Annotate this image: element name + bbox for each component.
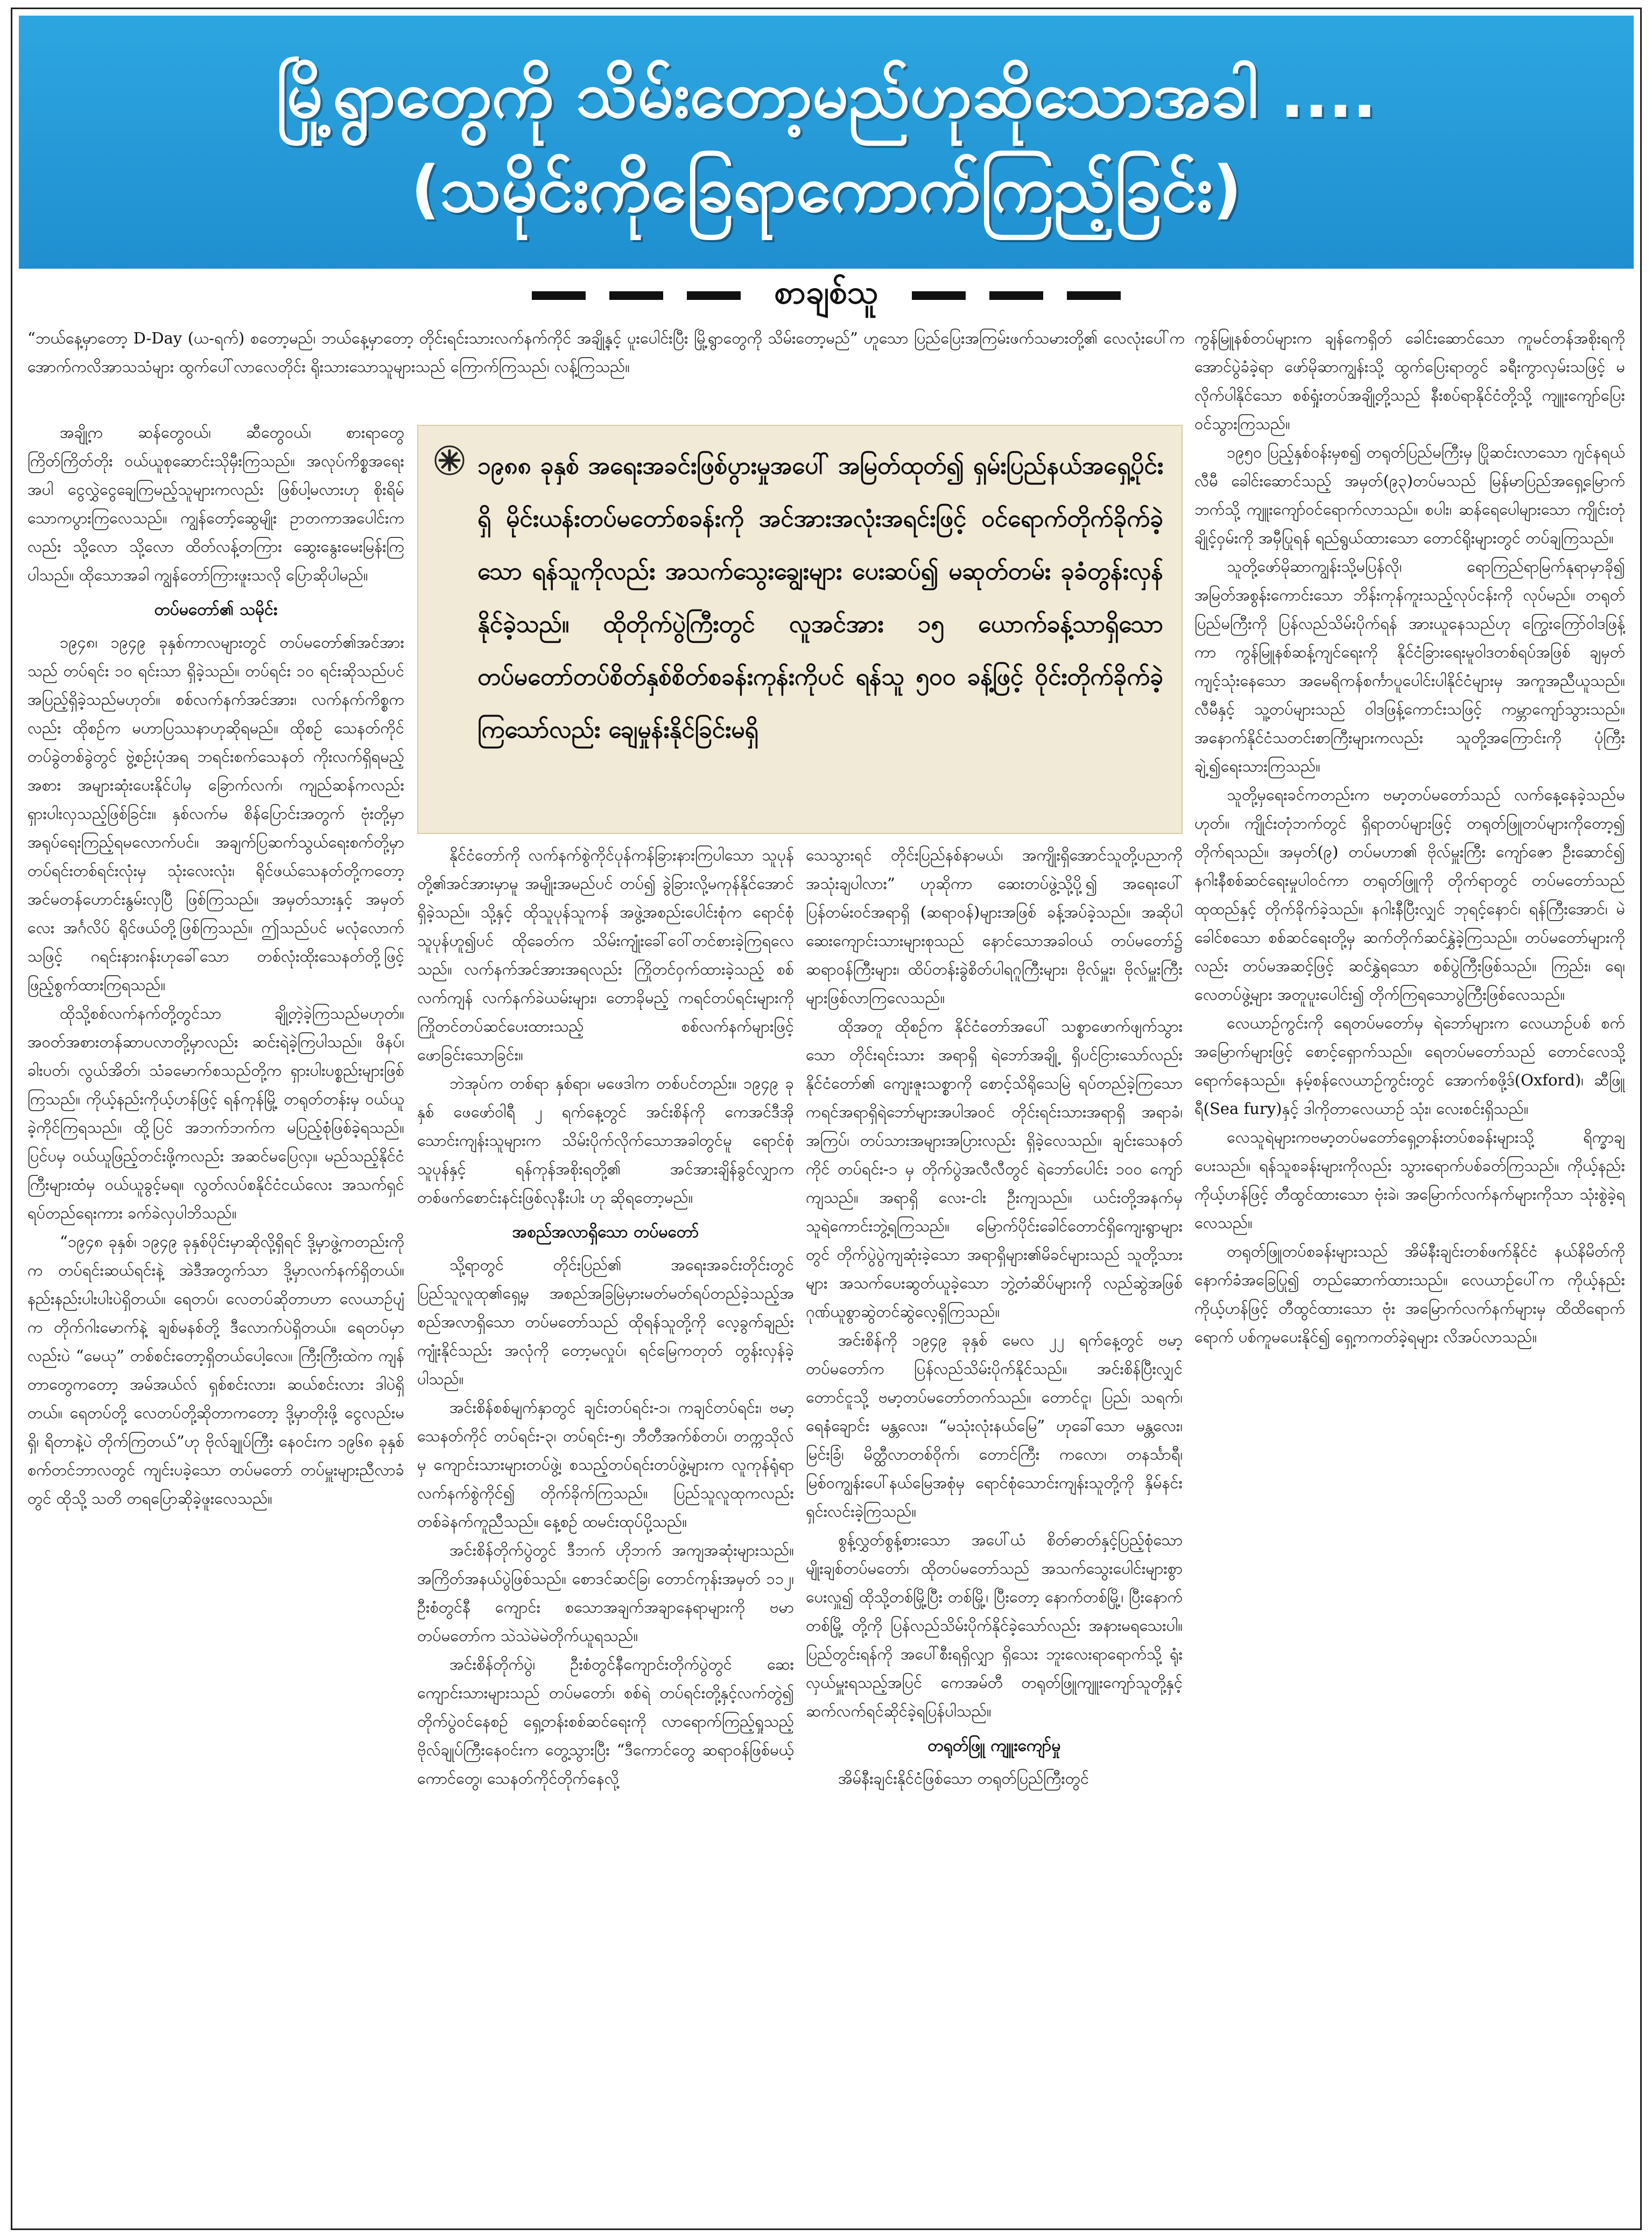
section-heading: တရုတ်ဖြူ ကျူးကျော်မှု (927, 1736, 1061, 1755)
paragraph: အင်းစိန်စစ်မျက်နှာတွင် ချင်းတပ်ရင်း-၁၊ ကချင်တပ်ရင်း၊ ဗမာ့သေနတ်ကိုင် တပ်ရင်း-၃၊ တပ်ရင်း-၅၊ ဘီတီအက်စ်တပ်၊ တက္ကသိုလ်မှ ကျောင်းသားများတပ်ဖွဲ့၊ စသည့်တပ်ရင်းတပ်ဖွဲ့များက လူကုန်ရုံရာ လက်နက်စွဲကိုင်၍ တိုက်ခိုက်ကြသည်။ ပြည်သူလူထုကလည်း တစ်ခဲနက်ကူညီသည်။ နေ့စဉ် ထမင်းထုပ်ပို့သည်။ (417, 1398, 794, 1531)
pull-quote-text: ၁၉၈၈ ခုနှစ် အရေးအခင်းဖြစ်ပွားမှုအပေါ် အမြတ်ထုတ်၍ ရှမ်းပြည်နယ်အရှေ့ပိုင်းရှိ မိုင်းယန်းတပ်မတော်စခန်းကို အင်အားအလုံးအရင်းဖြင့် ဝင်ရောက်တိုက်ခိုက်ခဲ့သော ရန်သူကိုလည်း အသက်သွေးချွေးများ ပေးဆပ်၍ မဆုတ်တမ်း ခုခံတွန်းလှန်နိုင်ခဲ့သည်။ ထိုတိုက်ပွဲကြီးတွင် လူအင်အား ၁၅ ယောက်ခန့်သာရှိသော တပ်မတော်တပ်စိတ်နှစ်စိတ်စခန်းကုန်းကိုပင် ရန်သူ ၅၀၀ ခန့်ဖြင့် ဝိုင်းတိုက်ခိုက်ခဲ့ကြသော်လည်း ချေမှုန်းနိုင်ခြင်းမရှိ (477, 452, 1163, 744)
paragraph: သေသွားရင် တိုင်းပြည်နစ်နာမယ်၊ အကျိုးရှိအောင်သူတို့ပညာကိုအသုံးချပါလား” ဟုဆိုကာ ဆေးတပ်ဖွဲ့သို့ပို့၍ အရေးပေါ်ပြန်တမ်းဝင်အရာရှိ (ဆရာဝန်)များအဖြစ် ခန့်အပ်ခဲ့သည်။ အဆိုပါ ဆေးကျောင်းသားများစုသည် နောင်သောအခါဝယ် တပ်မတော်၌ ဆရာဝန်ကြီးများ၊ ထိပ်တန်းခွဲစိတ်ပါရဂူကြီးများ၊ ဗိုလ်မှူး၊ ဗိုလ်မှူးကြီးများဖြစ်လာကြလေသည်။ (806, 846, 1183, 1007)
byline (12, 274, 1640, 317)
paragraph: ကွန်မြူနစ်တပ်များက ချန်ကေရှိတ် ခေါင်းဆောင်သော ကူမင်တန်အစိုးရကို အောင်ပွဲခံခဲ့ရာ ဖော်မိုဆာကျွန်းသို့ ထွက်ပြေးရာတွင် ခရီးကွာလှမ်းသဖြင့် မလိုက်ပါနိုင်သော စစ်ရှုံးတပ်အချို့တို့သည် နီးစပ်ရာနိုင်ငံတို့သို့ ကျူးကျော်ပြေးဝင်သွားကြသည်။ (1194, 329, 1625, 433)
paragraph: တရုတ်ဖြူတပ်စခန်းများသည် အိမ်နီးချင်းတစ်ဖက်နိုင်ငံ နယ်နိမိတ်ကို နောက်ခံအခြေပြု၍ တည်ဆောက်ထားသည်။ လေယာဉ်ပေါ်က ကိုယ့်နည်းကိုယ့်ဟန်ဖြင့် တီထွင်ထားသော ဗုံး အမြောက်လက်နက်များမှ ထိထိရောက်ရောက် ပစ်ကူမပေးနိုင်၍ ရှေ့ကကတ်ခဲ့ရများ လိအပ်လာသည်။ (1194, 1242, 1625, 1346)
paragraph: သို့ရာတွင် တိုင်းပြည်၏ အရေးအခင်းတိုင်းတွင် ပြည်သူလူထု၏ရှေ့မှ အစည်အခြမြဲမှားမတ်မတ်ရပ်တည်ခဲ့သည့်အစည်အလာရှိသော တပ်မတော်သည် ထိုရန်သူတို့ကို လေ့ခွက်ချည်းကျုံးနိုင်သည်း အလုံကို တော့မလှုပ်၊ ရင်မြေကတုတ် တွန်းလှန်ခဲ့ပါသည်။ (417, 1256, 794, 1388)
paragraph: သူတို့မှရေးခင်ကတည်းက ဗမာ့တပ်မတော်သည် လက်နေ့နေခဲ့သည်မဟုတ်။ ကျိုင်းတုံဘက်တွင် ရှိရာတပ်များဖြင့် တရုတ်ဖြူတပ်များကိုတော့၍ တိုက်ရသည်။ အမှတ်(၉) တပ်မဟာ၏ ဗိုလ်မှူးကြီး ကျော်ဇော ဦးဆောင်၍ နဂါးနီစစ်ဆင်ရေးမှုပါဝင်ကာ တရုတ်ဖြူကို တိုက်ရာတွင် တပ်မတော်သည် ထုထည်နှင့် တိုက်ခိုက်ခဲ့သည်။ နဂါးနီပြီးလျှင် ဘုရင့်နောင်၊ ရန်ကြီးအောင်၊ မဲခေါင်စသော စစ်ဆင်ရေးတို့မှ ဆက်တိုက်ဆင်နွှဲခဲ့ကြသည်။ တပ်မတော်များကိုလည်း တပ်မအဆင့်ဖြင့် ဆင်နွှဲရသော စစ်ပွဲကြီးဖြစ်သည်။ ကြည်း၊ ရေ၊ လေတပ်ဖွဲ့များ အတူပူးပေါင်း၍ တိုက်ကြရသောပွဲကြီးဖြစ်လေသည်။ (1194, 786, 1625, 1004)
paragraph: နိုင်ငံတော်ကို လက်နက်စွဲကိုင်ပုန်ကန်ခြားနားကြပါသော သူပုန်တို့၏အင်အားမှာမူ အမျိုးအမည်ပင် တပ်၍ ခွဲခြားလို့မကုန်နိုင်အောင်ရှိခဲ့သည်။ သို့နှင့် ထိုသူပုန်သူကန် အဖွဲ့အစည်းပေါင်းစုံက ရောင်စုံသူပုန်ဟူ၍ပင် ထိုခေတ်က သိမ်းကျုံးခေါ်ဝေါ်တင်စားခဲ့ကြရလေသည်။ လက်နက်အင်အားအရလည်း ကြိုတင်ဝှက်ထားခဲ့သည့် စစ်လက်ကျန် လက်နက်ခဲယမ်းများ၊ တောခိုမည့် ကရင်တပ်ရင်းများကို ကြိုတင်တပ်ဆင်ပေးထားသည့် စစ်လက်နက်များဖြင့် ဖောခြင်းသောခြင်း။ (417, 846, 794, 1064)
paragraph: ထိုသို့စစ်လက်နက်တို့တွင်သာ ချို့တဲ့ခဲ့ကြသည်မဟုတ်။ အဝတ်အစားတန်ဆာပလာတို့မှာလည်း ဆင်းရဲခဲ့ကြပါသည်။ ဖိနပ်၊ ခါးပတ်၊ လွယ်အိတ်၊ သံခမောက်စသည်တို့က ရှားပါးပစ္စည်းများဖြစ်ကြသည်။ ကိုယ့်နည်းကိုယ့်ဟန်ဖြင့် ရန်ကုန်မြို့ တရုတ်တန်းမှ ဝယ်ယူခဲ့ကိုင်ကြရသည်။ ထို့ပြင် အဘက်ဘက်က မပြည့်စုံဖြစ်ခဲ့ရသည်။ ပြင်ပမှ ဝယ်ယူဖြည့်တင်းဖို့ကလည်း အဆင်မပြေလှ။ မည်သည့်နိုင်ငံကြီးများထံမှ ဝယ်ယူခွင့်မရ။ လွတ်လပ်စနိုင်ငံငယ်လေး အသက်ရှင်ရပ်တည်ရေးကား ခက်ခဲလှပါဘိသည်။ (27, 1004, 404, 1222)
author-name: စာချစ်သူ (774, 274, 878, 311)
paragraph: လေယာဉ်ကွင်းကို ရေတပ်မတော်မှ ရဲဘော်များက လေယာဉ်ပစ် စက်အမြောက်များဖြင့် စောင့်ရှောက်သည်။ ရေတပ်မတော်သည် တောင်လေသို့ ရောက်နေသည်။ နမ့်စန်လေယာဉ်ကွင်းတွင် အောက်စဖို့ဒ်(Oxford)၊ ဆီဖြူရီ(Sea fury)နှင့် ဒါကိုတာလေယာဉ် သုံး၊ လေးစင်းရှိသည်။ (1194, 1014, 1625, 1118)
paragraph: အင်းစိန်ကို ၁၉၄၉ ခုနှစ် မေလ ၂၂ ရက်နေ့တွင် ဗမာ့တပ်မတော်က ပြန်လည်သိမ်းပိုက်နိုင်သည်။ အင်းစိန်ပြီးလျှင် တောင်ငူသို့ ဗမာ့တပ်မတော်တက်သည်။ တောင်ငူ၊ ပြည်၊ သရက်၊ ရေနံချောင်း မန္တလေး၊ “မသုံးလုံးနယ်မြေ” ဟုခေါ်သော မန္တလေး၊ မြင်းခြံ၊ မိတ္ထီလာတစ်ဝိုက်၊ တောင်ကြီး ကလော၊ တနင်္သာရီ၊ မြစ်ဝကျွန်းပေါ်နယ်မြေအစုံမှ ရောင်စုံသောင်းကျန်းသူတို့ကို နှိမ်နင်းရှင်းလင်းခဲ့ကြသည်။ (806, 1331, 1183, 1520)
headline: မြို့ရွာတွေကို သိမ်းတော့မည်ဟုဆိုသောအခါ .... (276, 58, 1377, 132)
section-heading: တပ်မတော်၏ သမိုင်း (154, 600, 278, 619)
byline-dash (532, 291, 586, 300)
paragraph: သူတို့ဖော်မိုဆာကျွန်းသို့မပြန်လို၊ ရောကြည်ရာမြက်နုရာမှာခို၍ အမြတ်အစွန်းကောင်းသော ဘိန်းကုန်ကူးသည့်လုပ်ငန်းကို လုပ်မည်။ တရုတ်ပြည်မကြီးကို ပြန်လည်သိမ်းပိုက်ရန် အားယူနေသည်ဟု ကြွေးကြော်ဝါဒဖြန့်ကာ ကွန်မြူနစ်ဆန့်ကျင်ရေးကို နိုင်ငံခြားရေးမူဝါဒတစ်ရပ်အဖြစ် ချမှတ်ကျင့်သုံးနေသော အမေရိကန်စင်္ကာပူပေါင်းပါနိုင်ငံများမှ အကူအညီယူသည်။ လီမီနှင့် သူ့တပ်များသည် ဝါဒဖြန့်ကောင်းသဖြင့် ကမ္ဘာကျော်သွားသည်။ အနောက်နိုင်ငံသတင်းစာကြီးများကလည်း သူတို့အကြောင်းကို ပုံကြီးချဲ့၍ရေးသားကြသည်။ (1194, 557, 1625, 775)
byline-dash (687, 291, 741, 300)
title-banner (19, 16, 1634, 269)
byline-dash (609, 291, 663, 300)
byline-dash (989, 291, 1043, 300)
byline-dash (1067, 291, 1121, 300)
newspaper-page (11, 8, 1642, 2230)
paragraph: ဘဲအုပ်က တစ်ရာ နှစ်ရာ၊ မဖေဒါက တစ်ပင်တည်း။ ၁၉၄၉ ခုနှစ် ဖေဖော်ဝါရီ ၂ ရက်နေ့တွင် အင်းစိန်ကို ကေအင်ဒီအိုသောင်းကျန်းသူများက သိမ်းပိုက်လိုက်သောအခါတွင်မူ ရောင်စုံသူပုန်နှင့် ရန်ကုန်အစိုးရတို့၏ အင်အားချိန်ခွင်လျှာက တစ်ဖက်စောင်းနင်းဖြစ်လုနီးပါး ဟု ဆိုရတော့မည်။ (417, 1074, 794, 1207)
column-3 (806, 841, 1183, 2219)
paragraph: အိမ်နီးချင်းနိုင်ငံဖြစ်သော တရုတ်ပြည်ကြီးတွင် (838, 1769, 1089, 1788)
paragraph: ထိုအတူ ထိုစဉ်က နိုင်ငံတော်အပေါ် သစ္စာဖောက်ဖျက်သွားသော တိုင်းရင်းသား အရာရှိ ရဲဘော်အချို့ ရှိပင်ငြားသော်လည်း နိုင်ငံတော်၏ ကျေးဇူးသစ္စာကို စောင့်သိရိုသေမြဲ ရပ်တည်ခဲ့ကြသော ကရင်အရာရှိရဲဘော်များအပါအဝင် တိုင်းရင်းသားအရာရှိ အရာခံ၊ အကြပ်၊ တပ်သားအများအပြားလည်း ရှိခဲ့လေသည်။ ချင်းသေနတ်ကိုင် တပ်ရင်း-၁ မှ တိုက်ပွဲအလီလီတွင် ရဲဘော်ပေါင်း ၁၀၀ ကျော်ကျသည်။ အရာရှိ လေး-ငါး ဦးကျသည်။ ယင်းတို့အနက်မှ သူရဲကောင်းဘွဲ့ရကြသည်။ မြောက်ပိုင်းခေါင်တောင်ရှိကျေးရွာများတွင် တိုက်ပွဲပွဲကျဆုံးခဲ့သော အရာရှိများ၏မိခင်များသည် သူတို့သားများ အသက်ပေးဆွတ်ယူခဲ့သော ဘွဲ့တံဆိပ်များကို လည်ဆွဲအဖြစ် ဂုဏ်ယူစွာဆွဲတင်ဆွဲလေ့ရှိကြသည်။ (806, 1017, 1183, 1321)
asterisk-star-icon (433, 444, 466, 476)
paragraph: ၁၉၅၀ ပြည့်နှစ်ဝန်းမှစ၍ တရုတ်ပြည်မကြီးမှ ပြိုဆင်းလာသော ဂျင်နရယ်လီမီ ခေါင်းဆောင်သည့် အမှတ်(၉၃)တပ်မသည် မြန်မာပြည်အရှေ့မြောက်ဘက်သို့ ကျူးကျော်ဝင်ရောက်လာသည်။ စပါး၊ ဆန်ရေပေါများသော ကျိုင်းတုံချိုင့်ဝှမ်းကို အမှီပြုရန် ရည်ရွယ်ထားသော တောင်ရိုးများတွင် တပ်ချကြသည်။ (1194, 443, 1625, 547)
paragraph: ၁၉၄၈၊ ၁၉၄၉ ခုနှစ်ကာလများတွင် တပ်မတော်၏အင်အားသည် တပ်ရင်း ၁၀ ရင်းသာ ရှိခဲ့သည်။ တပ်ရင်း ၁၀ ရင်းဆိုသည်ပင် အပြည့်ရှိခဲ့သည်မဟုတ်။ စစ်လက်နက်အင်အား၊ လက်နက်ကိစ္စကလည်း ထိုစဉ်က မဟာပြဿနာဟုဆိုရမည်။ ထိုစဉ် သေနတ်ကိုင်တပ်ခွဲတစ်ခွဲတွင် ဗွဲ့စဉ်းပုံအရ ဘရင်းစက်သေနတ် ကိုးလက်ရှိရမည့်အစား အများဆုံးပေးနိုင်ပါမှ ခြောက်လက်၊ ကျည်ဆန်ကလည်း ရှားပါးလှသည့်ဖြစ်ခြင်း။ နှစ်လက်မ စိန်ပြောင်းအတွက် ဗုံးတို့မှာ အရုပ်ရေးကြည့်ရမလောက်ပင်။ အချက်ပြဆက်သွယ်ရေးစက်တို့မှာ တပ်ရင်းတစ်ရင်းလုံးမှ သုံးလေးလုံး၊ ရိုင်ဖယ်သေနတ်တို့ကတော့ အင်မတန်ဟောင်းနွမ်းလှပြီ ဖြစ်ကြသည်။ အမှတ်သားနှင့် အမှတ်လေး အင်္ဂလိပ် ရိုင်ဖယ်တို့ဖြစ်ကြသည်။ ဤသည်ပင် မလုံလောက်သဖြင့် ဂရင်းနားဂန်းဟုခေါ်သော တစ်လုံးထိုးသေနတ်တို့ဖြင့် ဖြည့်စွက်ထားကြရသည်။ (27, 633, 404, 994)
paragraph: “၁၉၄၈ ခုနှစ်၊ ၁၉၄၉ ခုနှစ်ပိုင်းမှာဆိုလို့ရှိရင် ဒို့မှာဖွဲ့ကတည်းကိုက တပ်ရင်းဆယ်ရင်းနဲ့ အဲဒီအတွက်သာ ဒို့မှာလက်နက်ရှိတယ်။ နည်းနည်းပါးပါးပဲရှိတယ်။ ရေတပ်၊ လေတပ်ဆိုတာဟာ လေယာဉ်ပျံက တိုက်ဂါးမောက်နဲ့ ချစ်မနစ်တို့ ဒီလောက်ပဲရှိတယ်။ ရေတပ်မှာလည်းပဲ “မေယု” တစ်စင်းတော့ရှိတယ်ပေါ့လေ။ ကြီးကြီးထဲက ကျန်တာတွေကတော့ အမ်အယ်လ် ရှစ်စင်းလား၊ ဆယ်စင်းလား ဒါပဲရှိတယ်။ ရေတပ်တို့ လေတပ်တို့ဆိုတာကတော့ ဒို့မှာတိုးဖို့ ငွေလည်းမရှိ၊ ရိတာနဲ့ပဲ တိုက်ကြတယ်”ဟု ဗိုလ်ချုပ်ကြီး နေဝင်းက ၁၉၆၈ ခုနှစ် စက်တင်ဘာလတွင် ကျင်းပခဲ့သော တပ်မတော် တပ်မှူးများညီလာခံတွင် ထိုသို့ သတိ တရပြောဆိုခဲ့ဖူးလေသည်။ (27, 1232, 404, 1508)
subheadline: (သမိုင်းကိုခြေရာကောက်ကြည့်ခြင်း) (411, 152, 1242, 226)
column-4 (1194, 324, 1625, 2219)
byline-dash (912, 291, 966, 300)
paragraph: စွန့်လွှတ်စွန့်စားသော အပေါ်ယံ စိတ်ဓာတ်နှင့်ပြည့်စုံသော မျိုးချစ်တပ်မတော်၊ ထိုတပ်မတော်သည် အသက်သွေးပေါင်းများစွာ ပေးလှူ၍ ထိုသို့တစ်မြို့ပြီး တစ်မြို့၊ ပြီးတော့ နောက်တစ်မြို့၊ ပြီးနောက်တစ်မြို့ တို့ကို ပြန်လည်သိမ်းပိုက်နိုင်ခဲ့သော်လည်း အနားမရသေးပါ။ ပြည်တွင်းရန်ကို အပေါ်စီးရရှိလျှာ ရှိသေး ဘူးလေးရာရောက်သို့ ရုံးလှယ်မှူးရသည့်အပြင် ကေအမ်တီ တရုတ်ဖြူကျူးကျော်သူတို့နှင့် ဆက်လက်ရင်ဆိုင်ခဲ့ရပြန်ပါသည်။ (806, 1531, 1183, 1720)
paragraph: အချို့က ဆန်တွေဝယ်၊ ဆီတွေဝယ်၊ စားရာတွေ ကြိတ်ကြိတ်တိုး ဝယ်ယူစုဆောင်းသိုမှီးကြသည်။ အလုပ်ကိစ္စအရေးအပါ ငွေလွှဲငွေချေကြမည့်သူများကလည်း ဖြစ်ပါ့မလားဟု စိုးရိမ်သောကပွားကြလေသည်။ ကျွန်တော့်ဆွေမျိုး ဥာတကာအပေါင်းကလည်း သို့လော သို့လော ထိတ်လန့်တကြား ဆွေးနွေးမေးမြန်းကြပါသည်။ ထိုသောအခါ ကျွန်တော်ကြားဖူးသလို ပြောဆိုပါမည်။ (27, 423, 404, 584)
paragraph: လေသူရဲများကဗမာ့တပ်မတော်ရှေ့တန်းတပ်စခန်းများသို့ ရိက္ခာချပေးသည်။ ရန်သူစခန်းများကိုလည်း သွားရောက်ပစ်ခတ်ကြသည်။ ကိုယ့်နည်းကိုယ့်ဟန်ဖြင့် တီထွင်ထားသော ဗုံးခဲ၊ အမြောက်လက်နက်များကိုသာ သုံးစွဲခဲ့ရလေသည်။ (1194, 1128, 1625, 1232)
paragraph: အင်းစိန်တိုက်ပွဲတွင် ဒီဘက် ဟိုဘက် အကျအဆုံးများသည်။ အကြိတ်အနယ်ပွဲဖြစ်သည်။ စောဒင်ဆင်ခြ၊ တောင်ကုန်းအမှတ် ၁၁၂၊ ဦးစံတွင်နီ ကျောင်း စသောအချက်အချာနေရာများကို ဗမာတပ်မတော်က သဲသဲမဲမဲတိုက်ယူရသည်။ (417, 1541, 794, 1645)
section-heading: အစည်အလာရှိသော တပ်မတော် (512, 1223, 699, 1242)
pull-quote-box (417, 425, 1183, 834)
column-2 (417, 841, 794, 2219)
lead-paragraph (27, 324, 1185, 410)
lead-text: “ဘယ်နေ့မှာတော့ D-Day (ယ-ရက်) စတော့မည်၊ ဘယ်နေ့မှာတော့ တိုင်းရင်းသားလက်နက်ကိုင် အချို့နှင့် ပူးပေါင်းပြီး မြို့ရွာတွေကို သိမ်းတော့မည်” ဟူသော ပြည်ပြေးအကြမ်းဖက်သမားတို့၏ လေလုံးပေါ်က အောက်ကလိအာသသံများ ထွက်ပေါ်လာလေတိုင်း ရိုးသားသောသူများသည် ကြောက်ကြသည်၊ လန့်ကြသည်။ (27, 329, 1185, 376)
paragraph: အင်းစိန်တိုက်ပွဲ၊ ဦးစံတွင်နီကျောင်းတိုက်ပွဲတွင် ဆေးကျောင်းသားများသည် တပ်မတော်၊ စစ်ရဲ တပ်ရင်းတို့နှင့်လက်တွဲ၍ တိုက်ပွဲဝင်နေစဉ် ရှေ့တန်းစစ်ဆင်ရေးကို လာရောက်ကြည့်ရှုသည့် ဗိုလ်ချုပ်ကြီးနေဝင်းက တွေ့သွားပြီး “ဒီကောင်တွေ ဆရာဝန်ဖြစ်မယ့်ကောင်တွေ၊ သေနတ်ကိုင်တိုက်နေလို့ (417, 1655, 794, 1788)
column-1 (27, 418, 404, 2217)
